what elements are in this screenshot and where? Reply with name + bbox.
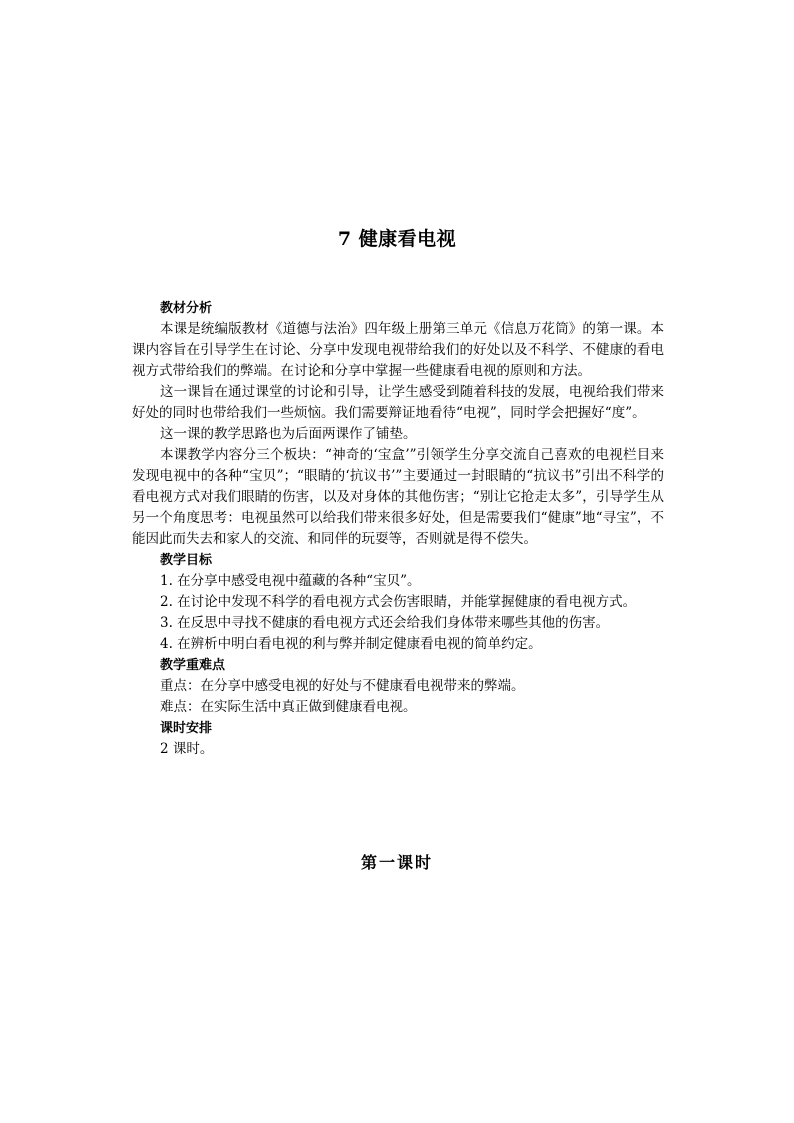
goal-item: 3. 在反思中寻找不健康的看电视方式还会给我们身体带来哪些其他的伤害。 [160,615,610,631]
analysis-paragraph: 这一课旨在通过课堂的讨论和引导，让学生感受到随着科技的发展，电视给我们带来好处的同时也带给我们一些烦恼。我们需要辩证地看待“电视”，同时学会把握好“度”。 [132,384,664,421]
lesson-main-title: 7 健康看电视 [337,228,457,250]
keypoint-item: 重点：在分享中感受电视的好处与不健康看电视带来的弊端。 [160,678,525,694]
schedule-heading: 课时安排 [160,721,213,736]
analysis-paragraph: 本课是统编版教材《道德与法治》四年级上册第三单元《信息万花筒》的第一课。本课内容旨在引导学生在讨论、分享中发现电视带给我们的好处以及不科学、不健康的看电视方式带给我们的弊端。在讨论和分享中掌握一些健康看电视的原则和方法。 [132,321,664,379]
document-body [132,298,664,760]
goals-heading: 教学目标 [160,553,213,568]
schedule-text: 2 课时。 [160,741,214,757]
keypoint-item: 难点：在实际生活中真正做到健康看电视。 [160,699,417,715]
analysis-heading: 教材分析 [160,301,213,316]
analysis-paragraph: 本课教学内容分三个板块：“神奇的‘宝盒’”引领学生分享交流自己喜欢的电视栏目来发现电视中的各种“宝贝”；“眼睛的‘抗议书’”主要通过一封眼睛的“抗议书”引出不科学的看电视方式对我们眼睛的伤害，以及对身体的其他伤害；“别让它抢走太多”，引导学生从另一个角度思考：电视虽然可以给我们带来很多好处，但是需要我们“健康”地“寻宝”，不能因此而失去和家人的交流、和同伴的玩耍等，否则就是得不偿失。 [132,447,664,547]
period-title: 第一课时 [360,853,433,872]
goal-item: 4. 在辨析中明白看电视的利与弊并制定健康看电视的简单约定。 [160,636,542,652]
goal-item: 1. 在分享中感受电视中蕴藏的各种“宝贝”。 [160,573,421,589]
goal-item: 2. 在讨论中发现不科学的看电视方式会伤害眼睛，并能掌握健康的看电视方式。 [160,594,637,610]
keypoints-heading: 教学重难点 [160,658,226,673]
analysis-paragraph: 这一课的教学思路也为后面两课作了铺垫。 [160,426,417,442]
